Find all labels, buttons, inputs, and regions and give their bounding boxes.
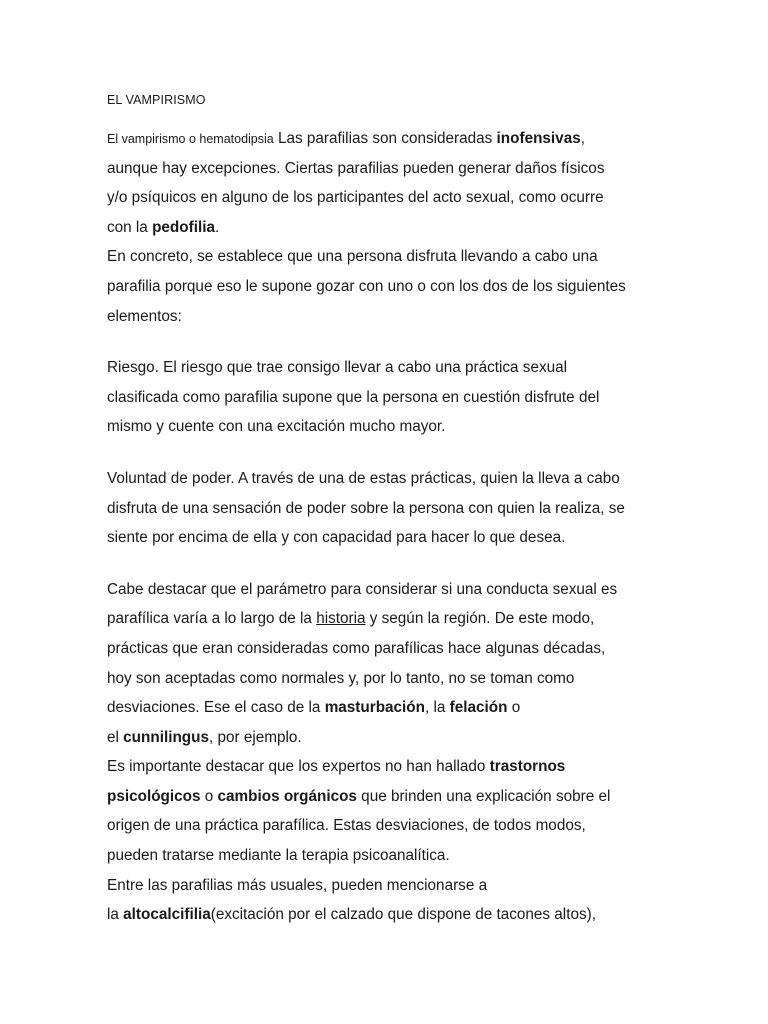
paragraph-spacer <box>107 331 667 353</box>
paragraph-5-line-10: pueden tratarse mediante la terapia psicoanalítica. <box>107 847 450 865</box>
document-body <box>107 124 667 930</box>
paragraph-2-line-3: elementos: <box>107 307 182 325</box>
paragraph-2-line-2: parafilia porque eso le supone gozar con uno o con los dos de los siguientes <box>107 277 626 295</box>
paragraph-4-line-1: Voluntad de poder. A través de una de estas prácticas, quien la lleva a cabo <box>107 469 620 487</box>
paragraph-4-line-3: siente por encima de ella y con capacidad para hacer lo que desea. <box>107 529 566 547</box>
paragraph-2-line-1: En concreto, se establece que una persona disfruta llevando a cabo una <box>107 248 598 266</box>
bold-term-trastornos: trastornos <box>489 758 566 776</box>
bold-term-masturbacion: masturbación <box>324 699 425 717</box>
document-title: EL VAMPIRISMO <box>107 93 206 107</box>
paragraph-3-line-2: clasificada como parafilia supone que la persona en cuestión disfrute del <box>107 388 600 406</box>
paragraph-1-line-2: aunque hay excepciones. Ciertas parafilias pueden generar daños físicos <box>107 159 605 177</box>
paragraph-5-line-8 <box>107 782 667 812</box>
text-span: o <box>507 699 521 717</box>
bold-term-pedofilia: pedofilia <box>152 218 215 236</box>
historia-link[interactable]: historia <box>316 610 366 628</box>
paragraph-1-line-3: y/o psíquicos en alguno de los participantes del acto sexual, como ocurre <box>107 189 604 207</box>
paragraph-1-line-4 <box>107 213 667 243</box>
text-span: y según la región. De este modo, <box>365 610 595 628</box>
bold-term-inofensivas: inofensivas <box>496 130 581 147</box>
paragraph-5-line-4: hoy son aceptadas como normales y, por lo tanto, no se toman como <box>107 669 575 687</box>
text-span: desviaciones. Ese el caso de la <box>107 699 325 717</box>
text-span: , <box>580 130 585 147</box>
paragraph-5-line-2 <box>107 604 667 634</box>
text-span: Es importante destacar que los expertos no han hallado <box>107 758 490 776</box>
paragraph-spacer <box>107 553 667 575</box>
paragraph-5-line-6 <box>107 723 667 753</box>
paragraph-5-line-9: origen de una práctica parafílica. Estas desviaciones, de todos modos, <box>107 817 586 835</box>
text-span: , la <box>425 699 450 717</box>
text-span: o <box>200 787 218 805</box>
paragraph-5-line-5 <box>107 693 667 723</box>
paragraph-5-line-11: Entre las parafilias más usuales, pueden mencionarse a <box>107 876 488 894</box>
text-span: la <box>107 906 124 924</box>
text-span: con la <box>107 218 153 236</box>
paragraph-5-line-3: prácticas que eran consideradas como parafílicas hace algunas décadas, <box>107 639 606 657</box>
paragraph-spacer <box>107 442 667 464</box>
paragraph-5-line-12 <box>107 900 667 930</box>
text-span: , por ejemplo. <box>209 728 302 746</box>
paragraph-5-line-7 <box>107 752 667 782</box>
paragraph-1-line-1 <box>107 124 667 154</box>
bold-term-cambios-organicos: cambios orgánicos <box>217 787 357 805</box>
text-span: parafílica varía a lo largo de la <box>107 610 317 628</box>
bold-term-felacion: felación <box>449 699 508 717</box>
text-span: Las parafilias son consideradas <box>273 130 497 147</box>
bold-term-altocalcifilia: altocalcifilia <box>123 906 211 924</box>
paragraph-4-line-2: disfruta de una sensación de poder sobre la persona con quien la realiza, se <box>107 499 625 517</box>
text-span: . <box>214 218 220 236</box>
intro-small-text: El vampirismo o hematodipsia <box>107 132 274 146</box>
paragraph-3-line-3: mismo y cuente con una excitación mucho mayor. <box>107 418 446 436</box>
paragraph-5-line-1: Cabe destacar que el parámetro para considerar si una conducta sexual es <box>107 580 618 598</box>
bold-term-cunnilingus: cunnilingus <box>123 728 209 746</box>
text-span: (excitación por el calzado que dispone de tacones altos), <box>210 906 596 924</box>
text-span: el <box>107 728 124 746</box>
text-span: que brinden una explicación sobre el <box>356 787 611 805</box>
bold-term-psicologicos: psicológicos <box>107 787 201 805</box>
paragraph-3-line-1: Riesgo. El riesgo que trae consigo llevar a cabo una práctica sexual <box>107 359 568 377</box>
